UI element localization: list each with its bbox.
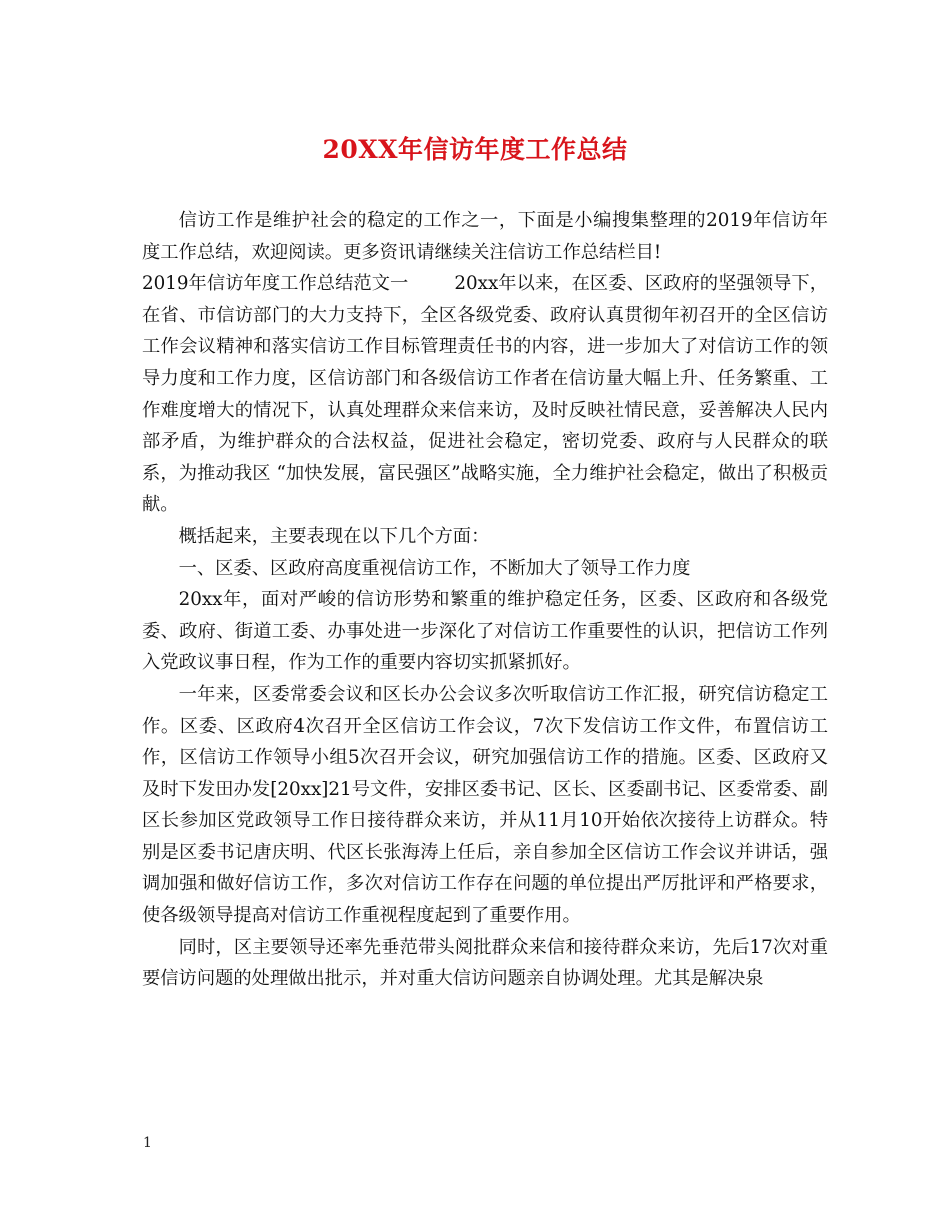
document-title: 20XX年信访年度工作总结 <box>322 135 628 164</box>
sample-paragraph-1 <box>142 268 828 521</box>
paragraph-4: 20xx年，面对严峻的信访形势和繁重的维护稳定任务，区委、区政府和各级党委、政府、街道工委、办事处进一步深化了对信访工作重要性的认识，把信访工作列入党政议事日程，作为工作的重要内容切实抓紧抓好。 <box>142 589 828 674</box>
paragraph-1-text: 20xx年以来，在区委、区政府的坚强领导下，在省、市信访部门的大力支持下，全区各级党委、政府认真贯彻年初召开的全区信访工作会议精神和落实信访工作目标管理责任书的内容，进一步加大了对信访工作的领导力度和工作力度，区信访部门和各级信访工作者在信访量大幅上升、任务繁重、工作难度增大的情况下，认真处理群众来信来访，及时反映社情民意，妥善解决人民内部矛盾，为维护群众的合法权益，促进社会稳定，密切党委、政府与人民群众的联系，为推动我区 “加快发展，富民强区”战略实施，全力维护社会稳定，做出了积极贡献。 <box>142 273 828 516</box>
section-heading-1: 一、区委、区政府高度重视信访工作，不断加大了领导工作力度 <box>178 557 691 579</box>
sample-heading: 2019年信访年度工作总结范文一 <box>142 273 409 295</box>
intro-paragraph: 信访工作是维护社会的稳定的工作之一，下面是小编搜集整理的2019年信访年度工作总结，欢迎阅读。更多资讯请继续关注信访工作总结栏目! <box>142 210 828 263</box>
paragraph-6: 同时，区主要领导还率先垂范带头阅批群众来信和接待群众来访，先后17次对重要信访问题的处理做出批示，并对重大信访问题亲自协调处理。尤其是解决泉 <box>142 936 828 990</box>
summary-lead-paragraph: 概括起来，主要表现在以下几个方面： <box>178 525 490 547</box>
paragraph-5: 一年来，区委常委会议和区长办公会议多次听取信访工作汇报，研究信访稳定工作。区委、区政府4次召开全区信访工作会议，7次下发信访工作文件，布置信访工作，区信访工作领导小组5次召开会议，研究加强信访工作的措施。区委、区政府又及时下发田办发[20xx]21号文件，安排区委书记、区长、区委副书记、区委常委、副区长参加区党政领导工作日接待群众来访，并从11月10开始依次接待上访群众。特别是区委书记唐庆明、代区长张海涛上任后，亲自参加全区信访工作会议并讲话，强调加强和做好信访工作，多次对信访工作存在问题的单位提出严厉批评和严格要求，使各级领导提高对信访工作重视程度起到了重要作用。 <box>142 683 828 927</box>
document-body <box>142 205 828 995</box>
page-number: 1 <box>143 1135 152 1151</box>
